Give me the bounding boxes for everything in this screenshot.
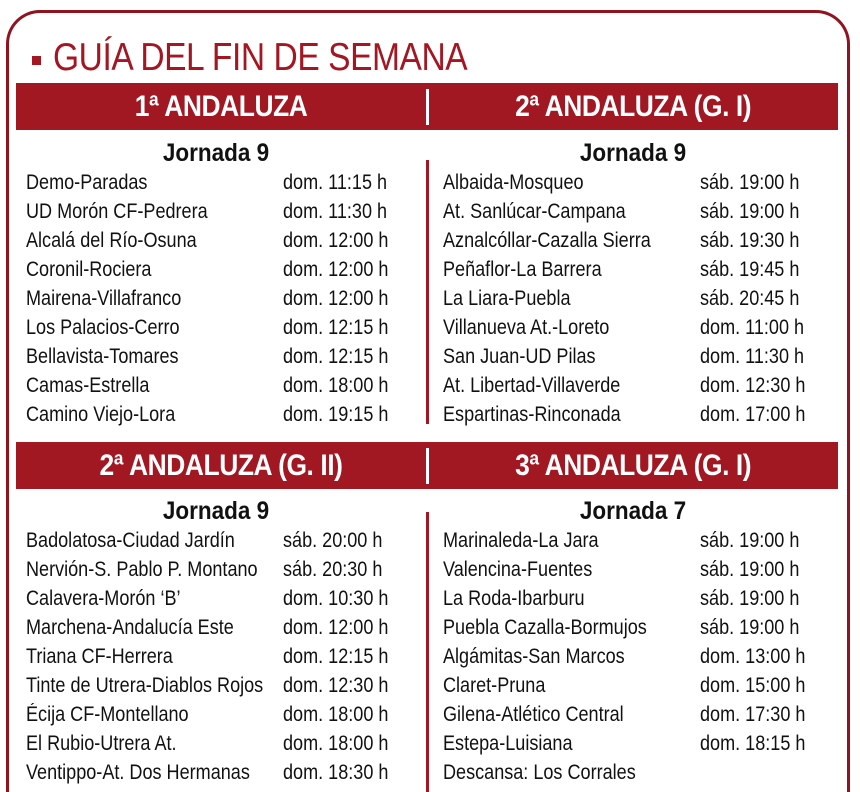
- match-row: [443, 584, 843, 613]
- match-teams: Marinaleda-La Jara: [443, 528, 599, 552]
- match-row: [443, 729, 843, 758]
- match-teams: Estepa-Luisiana: [443, 731, 573, 755]
- match-teams: Camino Viejo-Lora: [26, 402, 176, 426]
- match-list: [26, 168, 426, 429]
- match-teams: Espartinas-Rinconada: [443, 402, 621, 426]
- title-bullet-icon: [32, 56, 41, 65]
- match-row: [443, 671, 843, 700]
- match-teams: La Liara-Puebla: [443, 286, 571, 310]
- match-teams: Camas-Estrella: [26, 373, 150, 397]
- league-header-3a-andaluza-g1: 3ª ANDALUZA (G. I): [515, 448, 752, 482]
- jornada-heading: Jornada 7: [579, 497, 687, 525]
- match-time: dom. 12:15 h: [283, 344, 389, 368]
- match-time: sáb. 19:00 h: [700, 557, 800, 581]
- match-teams: Tinte de Utrera-Diablos Rojos: [26, 673, 264, 697]
- league-header-2a-andaluza-g2: 2ª ANDALUZA (G. II): [99, 448, 343, 482]
- match-row: [26, 671, 426, 700]
- section-3a-andaluza-g1: [443, 496, 843, 787]
- match-row: [26, 197, 426, 226]
- section-1a-andaluza: [26, 138, 426, 429]
- match-row: [443, 526, 843, 555]
- match-row: [26, 613, 426, 642]
- match-row: [443, 313, 843, 342]
- match-teams: Puebla Cazalla-Bormujos: [443, 615, 647, 639]
- match-row: [26, 168, 426, 197]
- match-time: dom. 12:15 h: [283, 315, 389, 339]
- match-teams: Los Palacios-Cerro: [26, 315, 180, 339]
- rest-team-note: Descansa: Los Corrales: [443, 761, 636, 784]
- match-time: dom. 11:15 h: [283, 170, 388, 194]
- match-row: [26, 313, 426, 342]
- jornada-heading: Jornada 9: [162, 497, 270, 525]
- match-time: sáb. 19:00 h: [700, 170, 800, 194]
- match-teams: Marchena-Andalucía Este: [26, 615, 234, 639]
- match-row: [26, 255, 426, 284]
- match-time: dom. 18:30 h: [283, 760, 389, 784]
- match-time: dom. 15:00 h: [700, 673, 806, 697]
- match-row: [443, 371, 843, 400]
- match-teams: Valencina-Fuentes: [443, 557, 593, 581]
- match-time: dom. 17:00 h: [700, 402, 806, 426]
- match-row: [443, 284, 843, 313]
- match-teams: Aznalcóllar-Cazalla Sierra: [443, 228, 651, 252]
- match-teams: At. Libertad-Villaverde: [443, 373, 621, 397]
- match-row: [443, 613, 843, 642]
- match-row: [26, 342, 426, 371]
- page-title: [32, 34, 535, 82]
- match-teams: Albaida-Mosqueo: [443, 170, 584, 194]
- match-time: dom. 19:15 h: [283, 402, 389, 426]
- column-divider: [426, 160, 429, 424]
- match-time: dom. 11:30 h: [283, 199, 388, 223]
- match-time: dom. 12:30 h: [283, 673, 389, 697]
- match-list: [443, 526, 843, 758]
- match-time: dom. 11:00 h: [700, 315, 805, 339]
- match-teams: El Rubio-Utrera At.: [26, 731, 177, 755]
- match-row: [26, 526, 426, 555]
- match-time: dom. 12:00 h: [283, 615, 389, 639]
- match-row: [26, 371, 426, 400]
- section-2a-andaluza-g2: [26, 496, 426, 787]
- match-list: [26, 526, 426, 787]
- match-time: sáb. 20:30 h: [283, 557, 383, 581]
- league-header-band-bottom: [16, 442, 838, 489]
- league-header-1a-andaluza: 1ª ANDALUZA: [134, 89, 308, 123]
- match-row: [443, 555, 843, 584]
- match-time: dom. 12:00 h: [283, 228, 389, 252]
- jornada-heading: Jornada 9: [579, 139, 687, 167]
- match-time: dom. 13:00 h: [700, 644, 806, 668]
- match-row: [26, 584, 426, 613]
- title-text: GUÍA DEL FIN DE SEMANA: [53, 36, 468, 79]
- match-teams: Claret-Pruna: [443, 673, 546, 697]
- match-teams: La Roda-Ibarburu: [443, 586, 585, 610]
- match-row: [26, 400, 426, 429]
- match-row: [26, 642, 426, 671]
- match-row: [443, 197, 843, 226]
- match-time: sáb. 19:00 h: [700, 528, 800, 552]
- match-teams: Mairena-Villafranco: [26, 286, 182, 310]
- match-row: [443, 226, 843, 255]
- match-row: [443, 642, 843, 671]
- league-header-2a-andaluza-g1: 2ª ANDALUZA (G. I): [515, 89, 752, 123]
- match-teams: Ventippo-At. Dos Hermanas: [26, 760, 250, 784]
- match-row: [443, 400, 843, 429]
- match-teams: Gilena-Atlético Central: [443, 702, 624, 726]
- match-time: sáb. 20:45 h: [700, 286, 800, 310]
- section-2a-andaluza-g1: [443, 138, 843, 429]
- column-divider: [426, 512, 429, 792]
- match-row: [26, 729, 426, 758]
- match-time: dom. 12:15 h: [283, 644, 389, 668]
- league-header-band-top: [16, 83, 838, 130]
- match-list: [443, 168, 843, 429]
- match-teams: Villanueva At.-Loreto: [443, 315, 610, 339]
- match-time: sáb. 19:00 h: [700, 615, 800, 639]
- match-time: dom. 18:00 h: [283, 702, 389, 726]
- match-teams: Nervión-S. Pablo P. Montano: [26, 557, 258, 581]
- match-teams: Algámitas-San Marcos: [443, 644, 625, 668]
- match-time: dom. 12:00 h: [283, 286, 389, 310]
- match-time: sáb. 19:00 h: [700, 199, 800, 223]
- match-time: dom. 18:00 h: [283, 373, 389, 397]
- match-time: dom. 17:30 h: [700, 702, 806, 726]
- match-teams: Bellavista-Tomares: [26, 344, 179, 368]
- jornada-heading: Jornada 9: [162, 139, 270, 167]
- match-time: sáb. 19:45 h: [700, 257, 800, 281]
- match-teams: Calavera-Morón ‘B’: [26, 586, 181, 610]
- match-teams: Écija CF-Montellano: [26, 702, 189, 726]
- match-time: dom. 12:30 h: [700, 373, 806, 397]
- match-teams: Coronil-Rociera: [26, 257, 152, 281]
- match-teams: At. Sanlúcar-Campana: [443, 199, 626, 223]
- match-teams: Alcalá del Río-Osuna: [26, 228, 197, 252]
- match-row: [443, 168, 843, 197]
- match-time: sáb. 19:30 h: [700, 228, 800, 252]
- match-row: [443, 700, 843, 729]
- match-teams: San Juan-UD Pilas: [443, 344, 596, 368]
- match-row: [26, 758, 426, 787]
- match-teams: Demo-Paradas: [26, 170, 148, 194]
- match-teams: Badolatosa-Ciudad Jardín: [26, 528, 235, 552]
- match-row: [443, 342, 843, 371]
- match-teams: UD Morón CF-Pedrera: [26, 199, 208, 223]
- match-teams: Peñaflor-La Barrera: [443, 257, 602, 281]
- match-time: dom. 12:00 h: [283, 257, 389, 281]
- match-time: dom. 10:30 h: [283, 586, 389, 610]
- match-row: [26, 226, 426, 255]
- match-time: dom. 18:15 h: [700, 731, 806, 755]
- match-row: [443, 255, 843, 284]
- match-row: [26, 700, 426, 729]
- match-time: dom. 11:30 h: [700, 344, 805, 368]
- match-teams: Triana CF-Herrera: [26, 644, 173, 668]
- match-time: dom. 18:00 h: [283, 731, 389, 755]
- match-row: [26, 555, 426, 584]
- match-time: sáb. 19:00 h: [700, 586, 800, 610]
- match-time: sáb. 20:00 h: [283, 528, 383, 552]
- match-row: [26, 284, 426, 313]
